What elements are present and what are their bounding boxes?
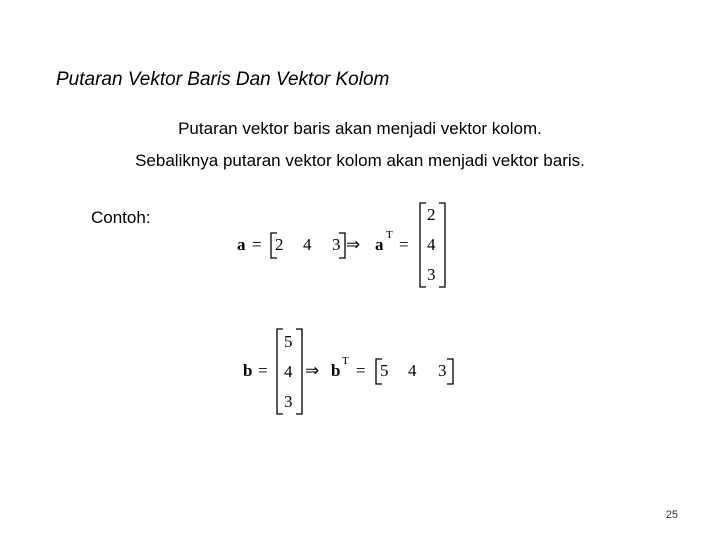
row-entry: 3	[438, 361, 447, 380]
equation-a-svg	[230, 198, 460, 292]
variable-b: b	[243, 361, 253, 380]
slide-title: Putaran Vektor Baris Dan Vektor Kolom	[56, 69, 390, 90]
row-entry: 2	[275, 235, 284, 254]
transpose-superscript: T	[386, 229, 393, 241]
transpose-superscript: T	[342, 355, 349, 367]
equals-sign: =	[258, 361, 268, 380]
column-bracket-left	[277, 329, 283, 414]
row-entry: 5	[380, 361, 389, 380]
variable-a-transpose: a	[375, 235, 384, 254]
equation-b-svg	[235, 324, 475, 420]
column-bracket-right	[296, 329, 302, 414]
equals-sign: =	[399, 235, 409, 254]
equals-sign: =	[356, 361, 366, 380]
column-entry: 3	[427, 265, 436, 284]
statement-line-1: Putaran vektor baris akan menjadi vektor kolom.	[178, 119, 542, 138]
implies-arrow: ⇒	[346, 235, 361, 254]
column-entry: 5	[284, 332, 293, 351]
implies-arrow: ⇒	[305, 361, 320, 380]
equals-sign: =	[252, 235, 262, 254]
row-entry: 4	[408, 361, 417, 380]
row-entry: 3	[332, 235, 341, 254]
row-entry: 4	[303, 235, 312, 254]
column-bracket-left	[420, 203, 426, 287]
page-number: 25	[665, 509, 678, 521]
equation-a-transpose	[230, 198, 460, 292]
statement-line-2: Sebaliknya putaran vektor kolom akan menjadi vektor baris.	[135, 151, 585, 170]
row-bracket-right	[447, 359, 453, 384]
column-entry: 4	[284, 362, 293, 381]
variable-a: a	[237, 235, 246, 254]
example-label: Contoh:	[91, 208, 151, 227]
column-bracket-right	[439, 203, 445, 287]
column-entry: 2	[427, 205, 436, 224]
equation-b-transpose	[235, 324, 475, 420]
column-entry: 4	[427, 235, 436, 254]
column-entry: 3	[284, 392, 293, 411]
variable-b-transpose: b	[331, 361, 341, 380]
